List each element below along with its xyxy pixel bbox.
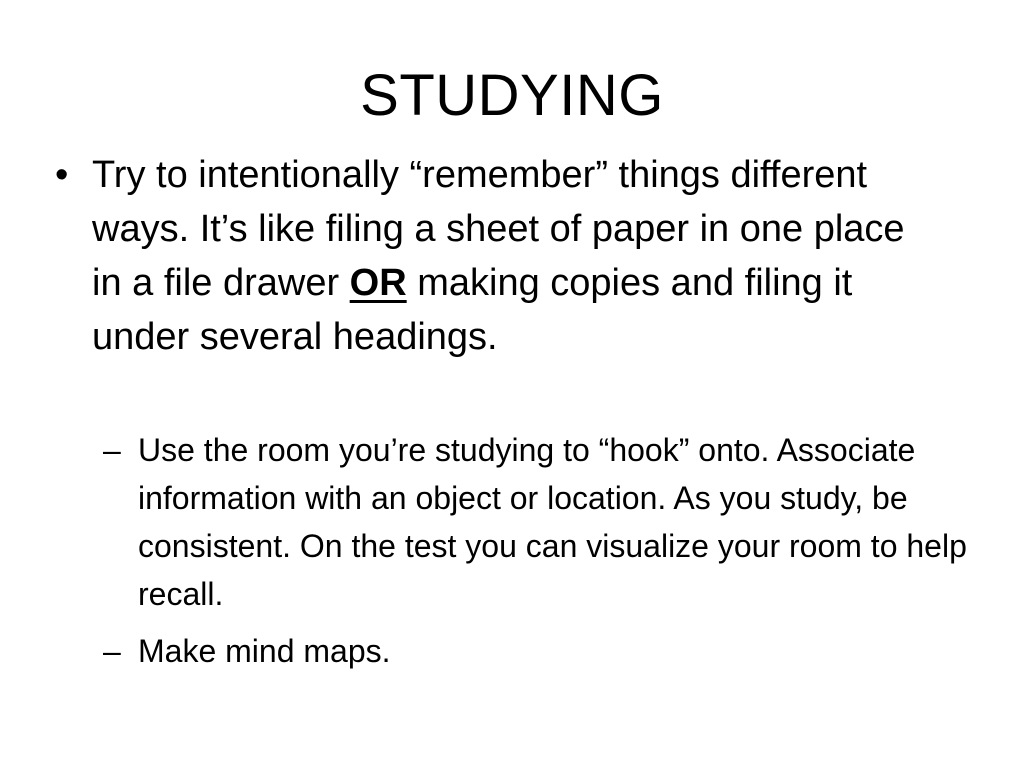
slide-title: STUDYING — [360, 63, 664, 128]
sub-bullet-marker: – — [103, 432, 121, 468]
main-bullet-text — [92, 148, 935, 364]
sub-bullet-text: Use the room you’re studying to “hook” onto. Associate information with an object or location. As you study, be consistent. On the test you can visualize your room to help recall. — [138, 432, 967, 612]
sub-bullet-mind-maps — [103, 627, 983, 675]
main-bullet-text-start: Try to intentionally “remember” things different ways. It’s like filing a sheet of paper in one place in a file drawer — [92, 154, 905, 304]
sub-bullet-room-hook — [103, 426, 983, 618]
emphasis-or: OR — [349, 262, 407, 304]
sub-bullet-marker: – — [103, 633, 121, 669]
bullet-marker: • — [55, 154, 69, 196]
sub-bullet-text: Make mind maps. — [138, 633, 391, 669]
main-bullet-text-end: making copies and filing it under several headings. — [92, 262, 853, 358]
main-bullet — [55, 148, 935, 364]
